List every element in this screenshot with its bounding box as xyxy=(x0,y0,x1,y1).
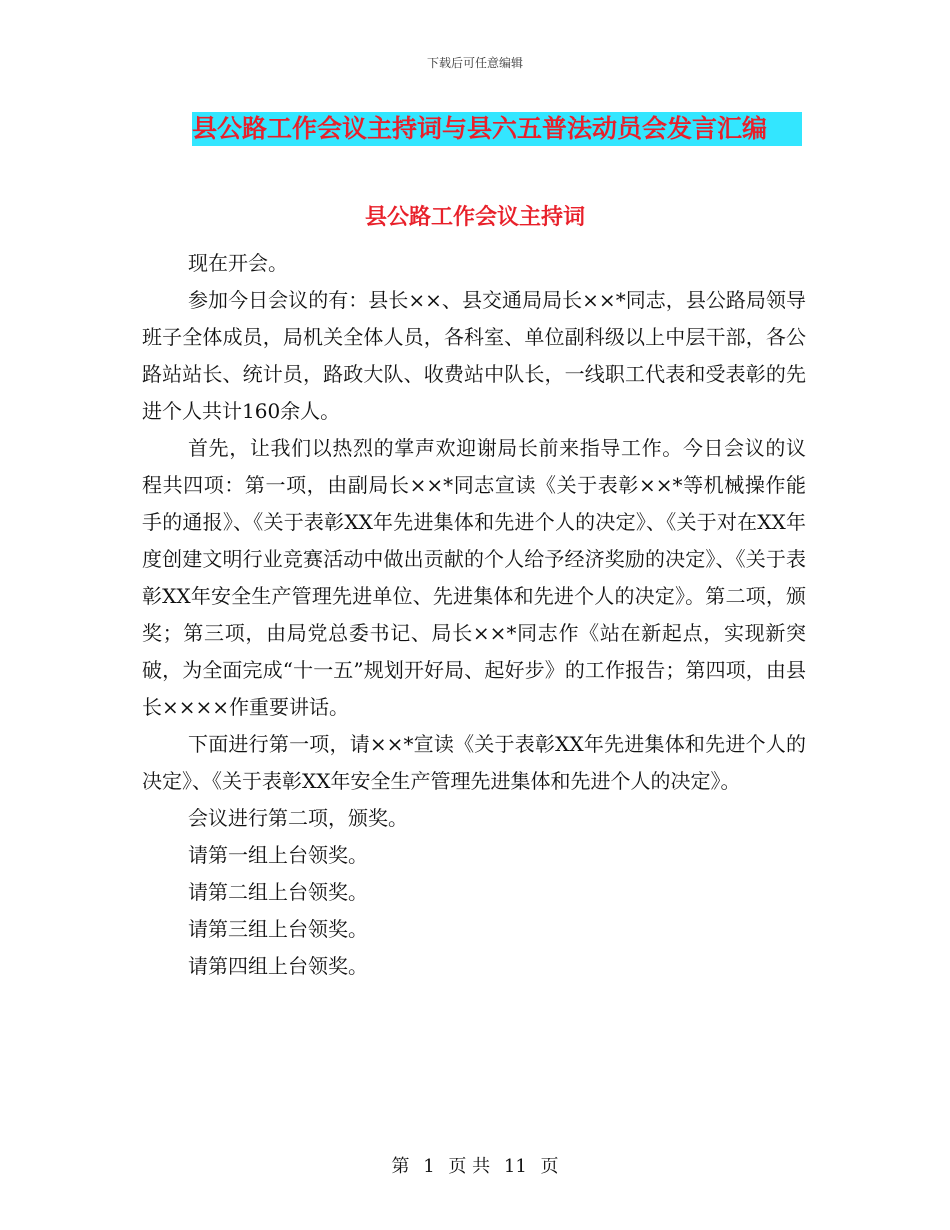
paragraph: 请第四组上台领奖。 xyxy=(188,954,368,978)
page-number: 1 xyxy=(423,1156,435,1177)
document-body xyxy=(142,245,806,985)
paragraph: 会议进行第二项，颁奖。 xyxy=(188,806,408,830)
page-label-prefix: 第 xyxy=(391,1156,410,1177)
page-footer xyxy=(0,1152,950,1178)
page-label-suffix: 页 xyxy=(540,1156,559,1177)
paragraph: 现在开会。 xyxy=(188,251,288,275)
page-label-mid: 页 共 xyxy=(448,1156,491,1177)
paragraph: 请第二组上台领奖。 xyxy=(188,880,368,904)
document-title: 县公路工作会议主持词与县六五普法动员会发言汇编 xyxy=(192,112,802,146)
paragraph: 首先，让我们以热烈的掌声欢迎谢局长前来指导工作。今日会议的议程共四项：第一项，由副局长××*同志宣读《关于表彰××*等机械操作能手的通报》、《关于表彰XX年先进集体和先进个人的决定》、《关于对在XX年度创建文明行业竞赛活动中做出贡献的个人给予经济奖励的决定》、《关于表彰XX年安全生产管理先进单位、先进集体和先进个人的决定》。第二项，颁奖；第三项，由局党总委书记、局长××*同志作《站在新起点，实现新突破，为全面完成“十一五”规划开好局、起好步》的工作报告；第四项，由县长××××作重要讲话。 xyxy=(142,436,806,719)
paragraph: 参加今日会议的有：县长××、县交通局局长××*同志，县公路局领导班子全体成员，局机关全体人员，各科室、单位副科级以上中层干部，各公路站站长、统计员，路政大队、收费站中队长，一线职工代表和受表彰的先进个人共计160余人。 xyxy=(142,288,806,423)
section-title: 县公路工作会议主持词 xyxy=(364,205,585,230)
paragraph: 下面进行第一项，请××*宣读《关于表彰XX年先进集体和先进个人的决定》、《关于表彰XX年安全生产管理先进集体和先进个人的决定》。 xyxy=(142,732,806,793)
paragraph: 请第一组上台领奖。 xyxy=(188,843,368,867)
total-pages: 11 xyxy=(503,1156,527,1177)
header-note: 下载后可任意编辑 xyxy=(426,56,523,70)
paragraph: 请第三组上台领奖。 xyxy=(188,917,368,941)
